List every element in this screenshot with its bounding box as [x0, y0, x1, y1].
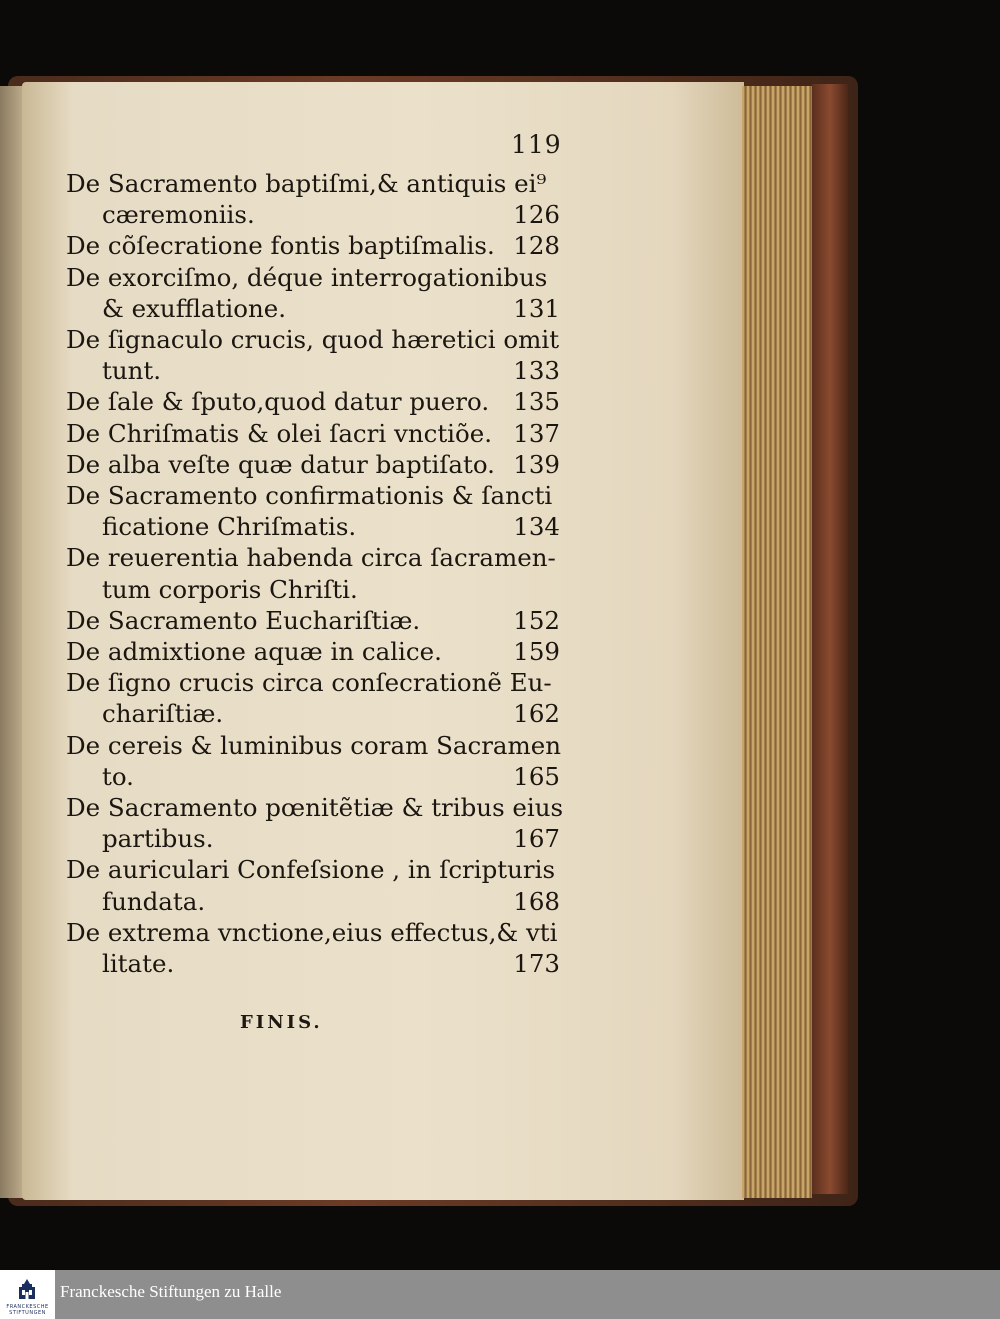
- page-number: 119: [511, 130, 562, 159]
- entry-page: 139: [513, 449, 560, 479]
- entry-page: 135: [513, 387, 560, 417]
- toc-entry: [66, 730, 560, 792]
- entry-line: De exorciſmo, déque interrogationibus: [66, 262, 548, 292]
- entry-line: [66, 386, 560, 417]
- entry-line: De cereis & luminibus coram Sacramen: [66, 730, 562, 760]
- entry-line-text: chariſtiæ.: [102, 699, 224, 729]
- entry-line-text: De ſale & ſputo,quod datur puero.: [66, 387, 490, 417]
- entry-page: 173: [513, 949, 560, 979]
- entry-line: [66, 698, 560, 729]
- entry-line: [66, 418, 560, 449]
- building-icon: [17, 1279, 37, 1301]
- logo-text: FRANCKESCHE STIFTUNGEN: [6, 1304, 49, 1316]
- entry-line: [66, 511, 560, 542]
- entry-page: 131: [513, 293, 560, 323]
- entry-line: [66, 605, 560, 636]
- entry-line-text: tum corporis Chriſti.: [102, 574, 358, 604]
- entry-line: [66, 574, 560, 605]
- entry-page: 128: [513, 231, 560, 261]
- toc-entry: [66, 418, 560, 449]
- entry-page: 165: [513, 761, 560, 791]
- entry-line: [66, 761, 560, 792]
- entry-line: De Sacramento pœnitẽtiæ & tribus eius: [66, 793, 564, 823]
- page-block-edge: [742, 86, 812, 1198]
- entry-line-text: De cõſecratione fontis baptiſmalis.: [66, 231, 495, 261]
- toc-entry: [66, 854, 560, 916]
- entry-line: [66, 449, 560, 480]
- binding-edge: [812, 84, 848, 1194]
- entry-line-text: & exufflatione.: [102, 293, 287, 323]
- entry-line: De Sacramento baptiſmi,& antiquis ei⁹: [66, 169, 547, 198]
- entry-page: 152: [513, 605, 560, 635]
- toc-entry: [66, 324, 560, 386]
- toc-entry: [66, 542, 560, 604]
- entry-page: 126: [513, 200, 560, 230]
- entry-line: [66, 199, 560, 230]
- toc-entry: [66, 168, 560, 230]
- entry-line-text: De Sacramento Euchariſtiæ.: [66, 605, 421, 635]
- entry-line-text: tunt.: [102, 356, 162, 386]
- entry-page: 168: [513, 886, 560, 916]
- entry-page: 159: [513, 637, 560, 667]
- entry-line-text: to.: [102, 761, 134, 791]
- entry-line: De Sacramento confirmationis & ſancti: [66, 481, 553, 511]
- toc-entry: [66, 792, 564, 854]
- entry-line: [66, 886, 560, 917]
- toc-entry: [66, 262, 560, 324]
- entry-page: 167: [513, 824, 560, 854]
- toc-entry: [66, 636, 560, 667]
- entry-line-text: partibus.: [102, 824, 214, 854]
- entry-line-text: ficatione Chriſmatis.: [102, 512, 357, 542]
- entry-line: [66, 823, 560, 854]
- entry-page: 133: [513, 356, 560, 386]
- entry-line: [66, 293, 560, 324]
- entry-page: 137: [513, 418, 560, 448]
- entry-page: 134: [513, 512, 560, 542]
- toc-entry: [66, 480, 560, 542]
- entry-line-text: fundata.: [102, 886, 206, 916]
- entry-line-text: De alba veſte quæ datur baptiſato.: [66, 449, 495, 479]
- entry-line-text: De Chriſmatis & olei ſacri vnctiõe.: [66, 418, 493, 448]
- toc-entry: [66, 667, 560, 729]
- entry-line: [66, 230, 560, 261]
- toc-entry: [66, 449, 560, 480]
- footer-bar: [0, 1270, 1000, 1319]
- entry-line: [66, 948, 560, 979]
- institution-logo[interactable]: [0, 1270, 55, 1319]
- entry-line-text: cæremoniis.: [102, 200, 255, 230]
- entry-line: [66, 636, 560, 667]
- entry-line-text: De admixtione aquæ in calice.: [66, 637, 442, 667]
- entry-line: [66, 355, 560, 386]
- finis-mark: FINIS.: [240, 1012, 323, 1033]
- toc-entry: [66, 605, 560, 636]
- toc-entry: [66, 386, 560, 417]
- entry-line-text: litate.: [102, 949, 175, 979]
- institution-name: Franckesche Stiftungen zu Halle: [60, 1282, 282, 1301]
- entry-line: De reuerentia habenda circa ſacramen-: [66, 543, 556, 573]
- entry-line: De ſigno crucis circa conſecrationẽ Eu-: [66, 668, 552, 698]
- entry-line: De extrema vnctione,eius effectus,& vti: [66, 917, 558, 947]
- entry-line: De ſignaculo crucis, quod hæretici omit: [66, 325, 560, 355]
- table-of-contents: [66, 168, 564, 979]
- toc-entry: [66, 917, 560, 979]
- entry-line: De auriculari Confeſsione , in ſcripturis: [66, 855, 556, 885]
- toc-entry: [66, 230, 560, 261]
- entry-page: 162: [513, 699, 560, 729]
